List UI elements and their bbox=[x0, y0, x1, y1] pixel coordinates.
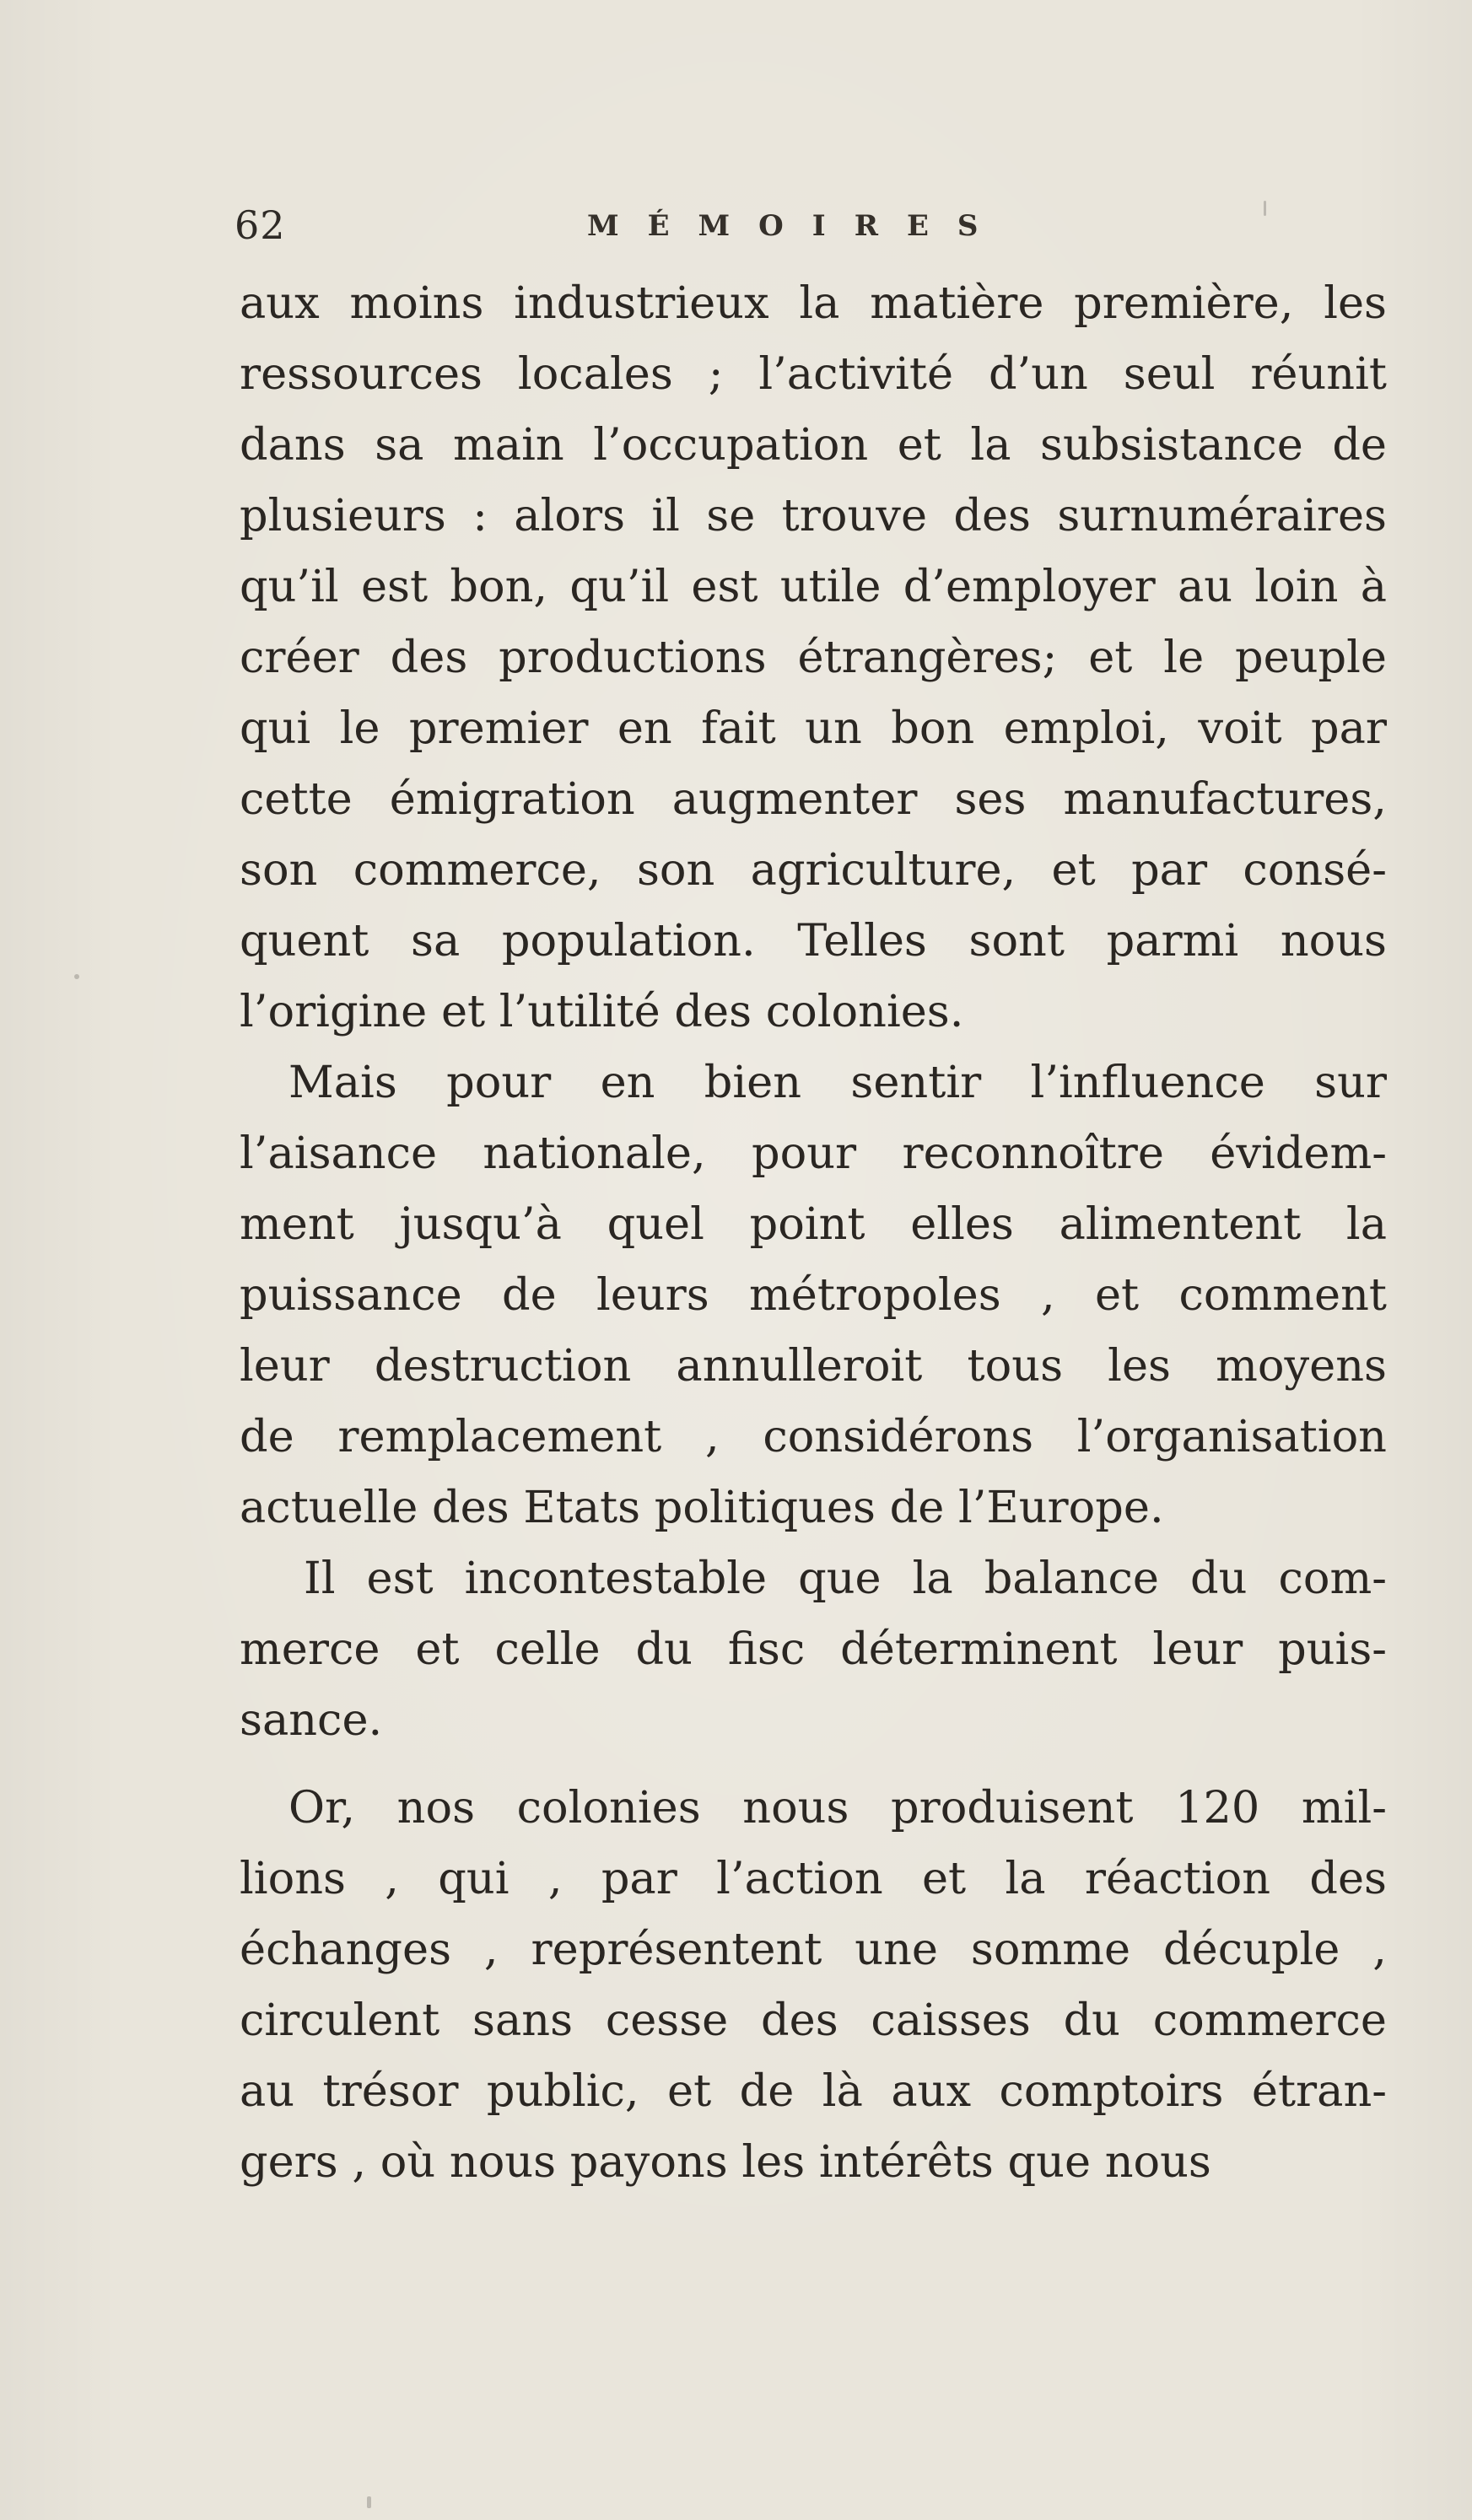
running-head: MÉMOIRES bbox=[587, 209, 1007, 243]
text-line: dans sa main l’occupation et la subsistance de bbox=[240, 419, 1387, 471]
text-line: plusieurs : alors il se trouve des surnuméraires bbox=[240, 490, 1387, 541]
text-line: Mais pour en bien sentir l’influence sur bbox=[288, 1057, 1387, 1108]
text-line: qu’il est bon, qu’il est utile d’employer au loin à bbox=[240, 561, 1387, 612]
paragraph-gap bbox=[240, 1756, 1387, 1773]
text-line: lions , qui , par l’action et la réaction des bbox=[240, 1853, 1387, 1904]
text-line: cette émigration augmenter ses manufactures, bbox=[240, 773, 1387, 825]
text-line: actuelle des Etats politiques de l’Europe. bbox=[240, 1482, 1164, 1533]
text-line: ressources locales ; l’activité d’un seul réunit bbox=[240, 348, 1387, 400]
text-line: sance. bbox=[240, 1694, 383, 1746]
text-line: échanges , représentent une somme décuple , bbox=[240, 1924, 1387, 1975]
page-speck bbox=[367, 2496, 371, 2508]
text-line: créer des productions étrangères; et le peuple bbox=[240, 632, 1387, 683]
text-line: quent sa population. Telles sont parmi nous bbox=[240, 915, 1387, 967]
page-number: 62 bbox=[235, 202, 286, 248]
body-text bbox=[240, 268, 1387, 2198]
text-line: gers , où nous payons les intérêts que nous bbox=[240, 2136, 1211, 2188]
paragraph-3 bbox=[240, 1543, 1387, 1756]
text-line: Or, nos colonies nous produisent 120 mil- bbox=[288, 1782, 1387, 1833]
text-line: merce et celle du fisc déterminent leur puis- bbox=[240, 1623, 1387, 1675]
paragraph-4 bbox=[240, 1773, 1387, 2198]
text-line: au trésor public, et de là aux comptoirs étran- bbox=[240, 2065, 1387, 2117]
text-line: aux moins industrieux la matière première, les bbox=[240, 277, 1387, 329]
page-speck bbox=[1264, 201, 1266, 216]
text-line: circulent sans cesse des caisses du commerce bbox=[240, 1995, 1387, 2046]
text-line: l’origine et l’utilité des colonies. bbox=[240, 986, 964, 1037]
text-line: puissance de leurs métropoles , et comment bbox=[240, 1269, 1387, 1321]
page-header bbox=[235, 202, 1407, 261]
text-line: qui le premier en fait un bon emploi, voit par bbox=[240, 703, 1387, 754]
paragraph-2 bbox=[240, 1047, 1387, 1543]
text-line: ment jusqu’à quel point elles alimentent la bbox=[240, 1198, 1387, 1250]
page-speck bbox=[74, 974, 79, 979]
paragraph-1 bbox=[240, 268, 1387, 1047]
text-line: leur destruction annulleroit tous les moyens bbox=[240, 1340, 1387, 1392]
text-line: Il est incontestable que la balance du com- bbox=[304, 1553, 1387, 1604]
text-line: son commerce, son agriculture, et par consé- bbox=[240, 844, 1387, 896]
text-line: l’aisance nationale, pour reconnoître évidem- bbox=[240, 1128, 1387, 1179]
text-line: de remplacement , considérons l’organisation bbox=[240, 1411, 1387, 1462]
